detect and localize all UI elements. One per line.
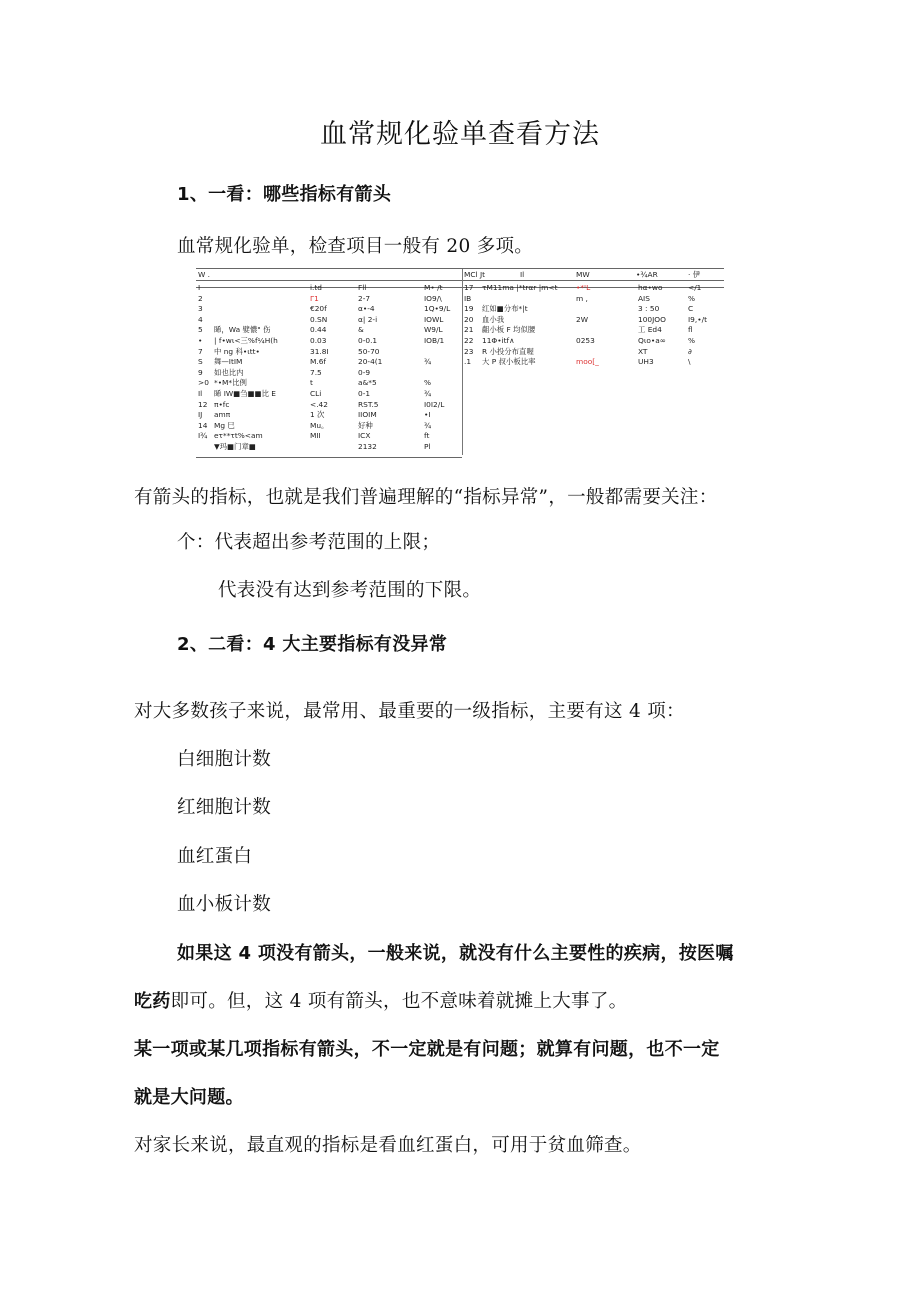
table-cell: 好种 <box>358 420 373 430</box>
table-cell: RST.5 <box>358 399 379 409</box>
table-cell: MII <box>310 431 321 441</box>
table-cell: <.42 <box>310 399 328 409</box>
table-cell: 14 <box>198 420 208 430</box>
table-cell: Pl <box>424 442 431 451</box>
table-row <box>196 399 724 410</box>
table-cell: ▼玛■门章■ <box>214 442 256 451</box>
table-cell: 0.03 <box>310 336 327 345</box>
table-cell: 睎，Wa 嬖憹" 伤 <box>214 325 271 335</box>
section-1-intro: 血常规化验单，检查项目一般有 20 多项。 <box>177 236 534 257</box>
table-cell: IIOIM <box>358 410 377 420</box>
table-cell: α| 2-i <box>358 314 378 324</box>
table-cell: 0.44 <box>310 325 327 335</box>
table-cell: 31.8I <box>310 346 329 356</box>
table-cell: €20f <box>310 304 327 314</box>
table-cell: ft <box>424 431 430 441</box>
table-row <box>196 282 724 293</box>
table-cell: 5 <box>198 325 203 335</box>
table-cell: t <box>310 378 313 388</box>
table-cell: ¾ <box>424 389 432 398</box>
table-cell: •*'L <box>576 283 591 292</box>
table-cell: M.6f <box>310 357 327 367</box>
table-cell: IB <box>464 293 472 303</box>
table-cell: 3 : 50 <box>638 304 660 314</box>
table-cell: 2132 <box>358 442 377 451</box>
table-cell: 1 次 <box>310 410 325 420</box>
table-cell: π•fc <box>214 399 230 409</box>
table-cell: W9/L <box>424 325 443 335</box>
table-cell: 100JOO <box>638 314 666 324</box>
table-cell: 17 <box>464 283 474 292</box>
table-cell: Mg 巳 <box>214 420 235 430</box>
paragraph-2-line-1: 某一项或某几项指标有箭头，不一定就是有问题；就算有问题，也不一定 <box>134 1039 720 1060</box>
table-row <box>196 409 724 420</box>
table-cell: eτ**τt%<am <box>214 431 263 441</box>
table-cell: 1Q•9/L <box>424 304 451 314</box>
table-cell: *•M*比例 <box>214 378 247 388</box>
table-cell: m , <box>576 293 588 303</box>
table-cell: >0 <box>198 378 209 388</box>
table-cell: 19 <box>464 304 474 314</box>
report-header-cell: Il <box>520 270 525 279</box>
table-cell: ICX <box>358 431 371 441</box>
table-cell: IO9/\ <box>424 293 442 303</box>
table-cell: 工 Ed4 <box>638 325 662 335</box>
table-cell: 7.5 <box>310 367 322 377</box>
table-cell: fl <box>688 325 693 335</box>
paragraph-1-bold: 如果这 4 项没有箭头，一般来说，就没有什么主要性的疾病，按医嘱 <box>177 943 734 964</box>
up-arrow-explanation: 个：代表超出参考范围的上限； <box>177 532 441 553</box>
table-cell: C <box>688 304 694 314</box>
table-cell: hα•wo <box>638 283 663 292</box>
table-cell: 0-1 <box>358 389 371 398</box>
table-cell: 血小我 <box>482 314 505 324</box>
table-cell: \ <box>688 357 691 367</box>
table-cell: </1 <box>688 283 702 292</box>
table-cell: Mu。 <box>310 420 329 430</box>
table-cell: I0I2/L <box>424 399 445 409</box>
table-cell: τM11ma |*trαr |m<t <box>482 283 558 292</box>
table-cell: % <box>688 293 696 303</box>
table-cell: IJ <box>198 410 203 420</box>
table-row <box>196 430 724 441</box>
table-cell: a&*5 <box>358 378 377 388</box>
table-cell: S <box>198 357 203 367</box>
table-cell: 2W <box>576 314 589 324</box>
table-cell: 中 ng 科•ιtt• <box>214 346 260 356</box>
table-cell: 睎 IW■刍■■比 E <box>214 389 276 398</box>
report-header-row <box>196 269 724 280</box>
table-cell: I <box>198 283 201 292</box>
table-cell: ∂ <box>688 346 692 356</box>
table-cell: •I <box>424 410 431 420</box>
arrows-intro: 有箭头的指标，也就是我们普遍理解的“指标异常”，一般都需要关注： <box>134 487 718 508</box>
report-header-cell: MCl Jt <box>464 270 486 279</box>
table-cell: Γ1 <box>310 293 319 303</box>
table-row <box>196 356 724 367</box>
table-row <box>196 324 724 335</box>
report-header-rule <box>196 280 724 281</box>
table-cell: .1 <box>464 357 472 367</box>
table-cell: amπ <box>214 410 231 420</box>
table-cell: α•-4 <box>358 304 375 314</box>
report-bottom-rule <box>196 457 462 458</box>
table-cell: 12 <box>198 399 208 409</box>
paragraph-3: 对家长来说，最直观的指标是看血红蛋白，可用于贫血筛查。 <box>134 1135 642 1156</box>
indicator-item: 白细胞计数 <box>177 749 272 770</box>
table-cell: 20 <box>464 314 474 324</box>
table-cell: | f•wι<三%f¼H(h <box>214 336 278 345</box>
paragraph-1-rest: 即可。但，这 4 项有箭头，也不意味着就摊上大事了。 <box>170 991 628 1012</box>
table-row <box>196 441 724 452</box>
report-header-cell: W . <box>198 270 211 279</box>
table-cell: % <box>688 336 696 345</box>
table-cell: XT <box>638 346 648 356</box>
section-2-intro: 对大多数孩子来说，最常用、最重要的一级指标，主要有这 4 项： <box>134 701 685 722</box>
table-cell: 2-7 <box>358 293 371 303</box>
table-cell: M• /t <box>424 283 443 292</box>
lab-report-table <box>196 267 724 459</box>
table-cell: R 小投分布直喔 <box>482 346 534 356</box>
table-row <box>196 303 724 314</box>
table-row <box>196 388 724 399</box>
table-cell: ¾ <box>424 357 432 367</box>
table-row <box>196 293 724 304</box>
table-cell: • <box>198 336 203 345</box>
paragraph-1-bold-word: 吃药 <box>134 991 171 1012</box>
down-arrow-explanation: 代表没有达到参考范围的下限。 <box>218 580 482 601</box>
table-cell: 50-70 <box>358 346 380 356</box>
table-cell: 0-0.1 <box>358 336 378 345</box>
table-cell: 23 <box>464 346 474 356</box>
table-row <box>196 420 724 431</box>
table-cell: % <box>424 378 432 388</box>
table-cell: Qιo•a∞ <box>638 336 666 345</box>
paragraph-2-line-2: 就是大问题。 <box>134 1087 244 1108</box>
section-1-heading: 1、一看：哪些指标有箭头 <box>177 184 392 205</box>
table-cell: i.td <box>310 283 322 292</box>
indicator-item: 血小板计数 <box>177 894 272 915</box>
table-cell: 2 <box>198 293 203 303</box>
table-cell: 舞—ItIM <box>214 357 243 367</box>
table-cell: IOB/1 <box>424 336 445 345</box>
table-cell: 20-4(1 <box>358 357 383 367</box>
table-cell: 大 P 叔小板比率 <box>482 357 536 367</box>
page-title: 血常规化验单查看方法 <box>320 119 600 150</box>
indicator-item: 红细胞计数 <box>177 797 272 818</box>
table-cell: 红如■分布*|t <box>482 304 528 314</box>
table-cell: 0253 <box>576 336 595 345</box>
table-cell: 22 <box>464 336 474 345</box>
table-cell: 11Φ•itf∧ <box>482 336 515 345</box>
table-cell: IOWL <box>424 314 444 324</box>
section-2-heading: 2、二看：4 大主要指标有没异常 <box>177 634 448 655</box>
report-header-cell: •¾AR <box>636 270 658 279</box>
table-cell: 0-9 <box>358 367 371 377</box>
indicator-item: 血红蛋白 <box>177 846 253 867</box>
table-cell: Il <box>198 389 203 398</box>
table-cell: I9,•/t <box>688 314 707 324</box>
table-cell: 如也比内 <box>214 367 244 377</box>
table-cell: 4 <box>198 314 203 324</box>
table-cell: 21 <box>464 325 474 335</box>
table-cell: 齟小板 F 均似腰 <box>482 325 536 335</box>
table-cell: UH3 <box>638 357 654 367</box>
table-cell: Fll <box>358 283 367 292</box>
report-header-cell: · 伊 <box>688 270 701 279</box>
table-cell: 3 <box>198 304 203 314</box>
table-cell: I¾ <box>198 431 208 441</box>
table-row <box>196 335 724 346</box>
paragraph-1-continued <box>134 987 627 1013</box>
table-cell: 0.SN <box>310 314 328 324</box>
table-cell: moo[_ <box>576 357 599 367</box>
table-cell: 7 <box>198 346 203 356</box>
table-row <box>196 377 724 388</box>
table-cell: 9 <box>198 367 203 377</box>
table-row <box>196 367 724 378</box>
table-row <box>196 346 724 357</box>
table-cell: CLi <box>310 389 322 398</box>
report-header-cell: MW <box>576 270 590 279</box>
table-cell: ¾ <box>424 420 432 430</box>
table-cell: AIS <box>638 293 650 303</box>
table-row <box>196 314 724 325</box>
table-cell: & <box>358 325 364 335</box>
